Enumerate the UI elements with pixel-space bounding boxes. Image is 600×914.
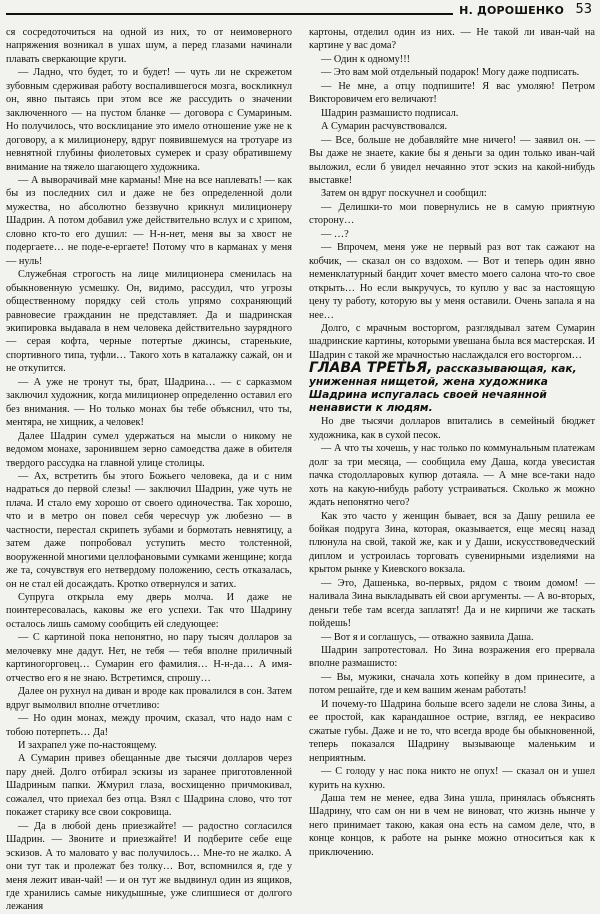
paragraph: Далее Шадрин сумел удержаться на мысли о никому не ведомом монахе, заронившем зерно самоедства даже в обителя твердого рассудка на главной улице столицы.: [6, 430, 292, 469]
paragraph: А Сумарин привез обещанные две тысячи долларов через пару дней. Долго отбирал эскизы из заранее приготовленной Шадриным папки. Жмурил глаза, восхищенно причмокивал, сожалел, что приехал без отца. Взял с Шадрина слово, что тот покажет старику все свои сокровища.: [6, 753, 292, 819]
paragraph: Даша тем не менее, едва Зина ушла, принялась объяснять Шадрину, что сам он ни в чем не виноват, что жизнь нынче у него принимает такою, какая она есть на самом деле, что, в конце концов, к работе на рынке можно относиться как к приключению.: [309, 793, 595, 858]
paragraph: А Сумарин расчувствовался.: [321, 121, 448, 133]
paragraph: — Вы, мужики, сначала хоть копейку в дом принесите, а потом решайте, где и кем вашим женам работать!: [309, 671, 595, 697]
paragraph: — Да в любой день приезжайте! — радостно согласился Шадрин. — Звоните и приезжайте! И подберите себе еще эскизов. А то маловато у вас получилось… Мне-то не жалко. А они тут так и пролежат без толку… Вот, вспомнился я, где у меня лежит иван-чай! — и он тут же выдвинул один из ящиков, где хранились самые никудышные, уже слипшиеся от долгого лежания: [6, 820, 292, 913]
chapter-heading: [309, 362, 595, 415]
paragraph: — Но один монах, между прочим, сказал, что надо нам с тобою потерпеть… Да!: [6, 713, 292, 738]
paragraph: картоны, отделил один из них. — Не такой ли иван-чай на картине у вас дома?: [309, 27, 595, 52]
page-number: 53: [575, 2, 592, 17]
paragraph: Служебная строгость на лице милиционера сменилась на обыкновенную усмешку. Он, видимо, рассудил, что угрозы общественному порядку сей столь упрямо сохраняющий равновесие гражданин не представляет. Да и шадринская экипировка выдавала в нем человека действительно заурядного — серая кофта, черные потертые джинсы, старенькие, спортивного типа, туфли… Такого хоть в каталажку сажай, он и не откупится.: [6, 269, 292, 375]
paragraph: — Делишки-то мои повернулись не в самую приятную сторону…: [309, 201, 595, 227]
paragraph: Шадрин запротестовал. Но Зина возражения его прервала вполне размашисто:: [309, 645, 595, 670]
paragraph: И почему-то Шадрина больше всего задели не слова Зины, а ее простой, как карандашное острие, взгляд, ее некрасиво сжатые губы. Даже и не то, что всегда вроде бы обыкновенной, теперь показался Шадрину вызывающе маленьким и неприятным.: [309, 698, 595, 764]
paragraph: Затем он вдруг поскучнел и сообщил:: [321, 188, 487, 200]
paragraph: — …?: [321, 228, 349, 240]
paragraph: Долго, с мрачным восторгом, разглядывал затем Сумарин шадринские картины, которыми увешана была вся мастерская. И Шадрин с такой же мрачностью наслаждался его восторгом…: [309, 322, 595, 361]
left-column: [6, 26, 292, 913]
page-header: [0, 0, 600, 26]
paragraph: Супруга открыла ему дверь молча. И даже не поинтересовалась, каковы же его успехи. Так что Шадрину осталось лишь самому сообщить ей следующее:: [6, 592, 292, 630]
paragraph: Далее он рухнул на диван и вроде как провалился в сон. Затем вдруг вымолвил вполне отчетливо:: [6, 686, 292, 711]
paragraph: Как это часто у женщин бывает, вся за Дашу решила ее бойкая подруга Зина, которая, оказывается, еще месяц назад плюнула на свой, такой же, как и у Даши, искусствоведческий диплом и устроилась торговать сувенирными изделиями на крытом рынке у Киевского вокзала.: [309, 510, 595, 576]
paragraph: — Все, больше не добавляйте мне ничего! — заявил он. — Вы даже не знаете, какие бы я деньги за один только иван-чай выложил, если б увидел нечаянно этот эскиз на какой-нибудь выставке!: [309, 134, 595, 186]
chapter-subtitle: рассказывающая, как, униженная нищетой, жена художника Шадрина испугалась своей нечаянной ненависти к людям.: [309, 363, 577, 415]
chapter-title: ГЛАВА ТРЕТЬЯ,: [309, 360, 433, 377]
paragraph: Шадрин размашисто подписал.: [321, 107, 459, 119]
paragraph: — Это, Дашенька, во-первых, рядом с твоим домом! — наливала Зина выкладывать ей свои аргументы. — А во-вторых, деньги тебе там всегда заплатят! Да и не кирпичи же таскать пойдешь!: [309, 577, 595, 630]
paragraph: Но две тысячи долларов впитались в семейный бюджет художника, как в сухой песок.: [309, 416, 595, 441]
paragraph: ся сосредоточиться на одной из них, то от неимоверного напряжения возникал в ушах шум, а перед глазами начинали плавать сверкающие круги.: [6, 27, 292, 65]
paragraph: И захрапел уже по-настоящему.: [18, 740, 157, 752]
running-head-author: Н. ДОРОШЕНКО: [453, 4, 564, 17]
paragraph: — Ладно, что будет, то и будет! — чуть ли не скрежетом зубовным сдерживая работу воспалившегося мозга, воскликнул он, явно пытаясь при этом все же рассудить о значении заключенного — на пустом бланке — договора с Сумариным. Но получилось, что восклицание это имело отношение уже не к договору, а к милиционеру, вдруг появившемуся на тротуаре из невнятной глубины фиолетовых сумерек и сразу обратившему внимание на тяжело шагающего художника.: [6, 67, 292, 173]
paragraph: — Это вам мой отдельный подарок! Могу даже подписать.: [321, 67, 580, 79]
paragraph: — Ах, встретить бы этого Божьего человека, да и с ним надраться до первой слезы! — заключил Шадрин, уже чуть не плача. И стало ему хорошо от своего одиночества. Так хорошо, что и в метро он повел себя чересчур уж любезно — в частности, перестал скрипеть зубами и бормотать невнятицу, а затем даже попробовал уступить место толстенной, вооруженной многими целлофановыми сумками женщине; когда же та, сочувствуя его нетвердому положению, сесть отказалась, он не стал ей досаждать. Кротко отвернулся и затих.: [6, 470, 292, 590]
paragraph: — Один к одному!!!: [321, 53, 411, 65]
right-column: [309, 26, 595, 888]
paragraph: — Не мне, а отцу подпишите! Я вас умоляю! Петром Викторовичем его величают!: [309, 80, 595, 106]
paragraph: — Вот я и соглашусь, — отважно заявила Даша.: [321, 631, 534, 643]
paragraph: — А что ты хочешь, у нас только по коммунальным платежам долг за три месяца, — сообщила ему Даша, когда увесистая пачка стодолларовых купюр дотаяла. — А мне все-таки надо хоть на какую-нибудь работу устраиваться. Сколько ж можно ждать непонятно чего?: [309, 443, 595, 509]
paragraph: — А выворачивай мне карманы! Мне на все наплевать! — как бы из последних сил и даже не без определенной доли мужества, но абсолютно беззвучно крикнул милиционеру Шадрин. А потом добавил уже действительно вслух и с хрипом, словно кто-то его душил: — Н-н-нет, меня вы за хвост не подергаете… не поде-е-ергаете! Потому что в карманах у меня — нуль!: [6, 174, 292, 267]
paragraph: — Впрочем, меня уже не первый раз вот так сажают на кобчик, — сказал он со вздохом. — Вот и теперь один явно неменклатурный бандит хочет вместо моего салона что-то свое открыть… Но если выкручусь, то куплю у вас за настоящую цену ту работу, которую вы у меня оставили. Очень запала я на нее…: [309, 242, 595, 321]
paragraph: — С картиной пока непонятно, но пару тысяч долларов за мелочевку мне дадут. Нет, не тебя — тебя вполне приличный картиногорговец… Сумарин его фамилия… Н-н-да… А имя-отчество его я не знаю. Встретимся, спрошу…: [6, 632, 292, 684]
paragraph: — С голоду у нас пока никто не опух! — сказал он и ушел курить на кухню.: [309, 766, 595, 791]
header-rule: [6, 13, 520, 15]
paragraph: — А уже не тронут ты, брат, Шадрина… — с сарказмом заключил художник, когда милиционер определенно оставил его без внимания. — Но только монах бы тебе объяснил, что ты, ментяра, не хищник, а человек!: [6, 376, 292, 429]
